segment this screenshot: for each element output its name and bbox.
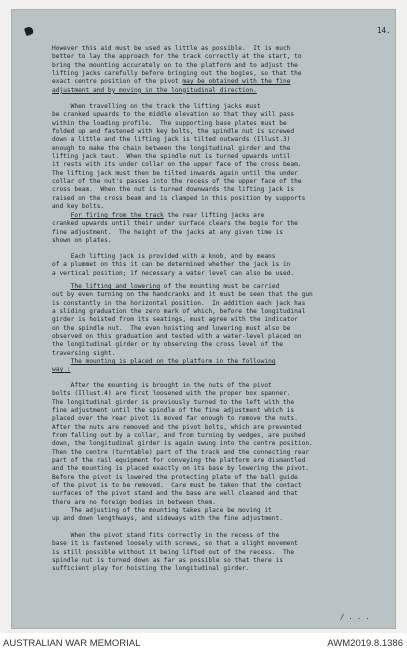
text-line: placed over the rear pivot is moved far enough to remove the nuts. [52, 415, 298, 423]
text-line: The lifting and lowering of the mounting must be carried [70, 283, 280, 290]
text-line: lifting jacks carefully before bringing out the bogies, so that the [52, 70, 302, 78]
text-line: Then the centre (turntable) part of the track and the connecting rear [52, 448, 310, 456]
text-line: Before the pivot is lowered the protecting plate of the ball guide [52, 473, 298, 481]
text-line: on the spindle nut. The even hoisting and lowering must also be [52, 324, 291, 332]
text-line: When travelling on the track the lifting jacks must [52, 103, 261, 110]
paragraph [52, 253, 374, 278]
paragraph [52, 103, 374, 211]
text-line: down, the longitudinal girder is again swung into the centre position. [52, 440, 313, 448]
text-line: and key bolts. [52, 203, 105, 211]
paragraph [52, 358, 374, 375]
text-line: raised on the cross beam and is clamped in this position by supports [52, 194, 306, 202]
text-line: The adjusting of the mounting takes place be moving it [52, 507, 272, 514]
text-line: folded up and fastened with key bolts, the spindle nut is screwed [52, 128, 295, 136]
text-line: part of the rail equipment for conveying the platform are dismantled [52, 457, 306, 465]
text-line: better to lay the approach for the track correctly at the start, to [52, 53, 302, 61]
text-line: exact centre position of the pivot may be obtained with the fine [52, 78, 291, 86]
text-line: up and down lengthways, and sideways with the fine adjustment. [52, 515, 283, 523]
text-line: shown on plates. [52, 237, 112, 245]
footer-accession-id: AWM2019.8.1386 [327, 638, 403, 649]
text-line: be cranked upwards to the middle elevation so that they will pass [52, 111, 295, 119]
text-line: For firing from the track the rear lifting jacks are [70, 212, 265, 219]
paragraph [52, 212, 374, 245]
paragraph [52, 507, 374, 524]
text-line: collar of the nut's passes into the recess of the upper face of the [52, 178, 302, 186]
text-line: traversing sight. [52, 349, 116, 357]
text-line: down a little and the lifting jack is tilted outwards (Illust.3) [52, 136, 291, 144]
text-line: fine adjustment until the spindle of the fine adjustment which is [52, 407, 295, 415]
text-line: Each lifting jack is provided with a knob, and by means [52, 253, 276, 260]
text-line: bolts (Illust.4) are first loosened with the proper box spanner. [52, 390, 291, 398]
text-line: After the mounting is brought in the nuts of the pivot [52, 382, 272, 389]
text-line: is still possible without it being lifted out of the recess. The [52, 548, 295, 556]
text-line: is constantly in the horizontal position. In addition each jack has [52, 299, 306, 307]
text-line: lifting jack taut. When the spindle nut is turned upwards until [52, 153, 291, 161]
paragraph [52, 45, 374, 95]
text-line: sufficient play for hoisting the longitudinal girder. [52, 565, 250, 573]
continuation-mark: / . . . [340, 613, 370, 621]
text-line: The longitudinal girder is previously turned to the left with the [52, 398, 295, 406]
text-line: The lifting jack must then be tilted inwards again until the under [52, 169, 298, 177]
text-line: of the pivot is to be removed. Care must be taken that the contact [52, 482, 302, 490]
text-line: out by even turning on the handcranks and it must be seen that the gun [52, 291, 313, 299]
text-line: After the nuts are removed and the pivot bolts, which are prevented [52, 423, 302, 431]
footer-source: AUSTRALIAN WAR MEMORIAL [3, 638, 141, 649]
text-line: a vertical position; if necessary a water level can also be used. [52, 269, 295, 277]
page-number: 14. [377, 26, 391, 35]
text-line: surfaces of the pivot stand and the base are well cleaned and that [52, 490, 298, 498]
text-line: When the pivot stand fits correctly in the recess of the [52, 532, 280, 539]
text-line: observed on this graduation and tested with a water-level placed on [52, 333, 302, 341]
paragraph [52, 532, 374, 574]
text-line: girder is hoisted from its seatings, must agree with the indicator [52, 316, 298, 324]
text-line: fine adjustment. The height of the jacks at any given time is [52, 228, 283, 236]
text-line: the longitudinal girder or by observing the cross level of the [52, 341, 283, 349]
text-line: a sliding graduation the zero mark of which, before the longitudinal [52, 308, 306, 316]
text-line: from falling out by a collar, and from turning by wedges, are pushed [52, 432, 306, 440]
paragraph [52, 283, 374, 358]
text-line: cross beam. When the nut is turned downwards the lifting jack is [52, 186, 295, 194]
text-line: spindle nut is turned down as far as possible so that there is [52, 557, 283, 565]
text-line: it rests with its under collar on the upper face of the cross beam. [52, 161, 302, 169]
text-line: and the mounting is placed exactly on its base by lowering the pivot. [52, 465, 310, 473]
text-line: of a plummet on this it can be determined whether the jack is in [52, 261, 291, 269]
text-line: there are no foreign bodies in between them. [52, 498, 216, 506]
paragraph [52, 382, 374, 507]
text-line: base it is fastened loosely with screws, so that a slight movement [52, 540, 298, 548]
text-line: However this aid must be used as little as possible. It is much [52, 45, 291, 52]
text-line: enough to make the chain between the longitudinal girder and the [52, 144, 291, 152]
text-line: bring the mounting accurately on to the platform and to adjust the [52, 61, 298, 69]
footer-bar [0, 633, 407, 653]
text-line: cranked upwards until their under surface clears the bogie for the [52, 220, 298, 228]
text-line: way : [52, 366, 71, 374]
text-line: The mounting is placed on the platform in the following [70, 358, 276, 365]
text-line: adjustment and by moving in the longitudinal direction. [52, 86, 257, 94]
text-line: within the loading profile. The supporting base plates must be [52, 119, 287, 127]
